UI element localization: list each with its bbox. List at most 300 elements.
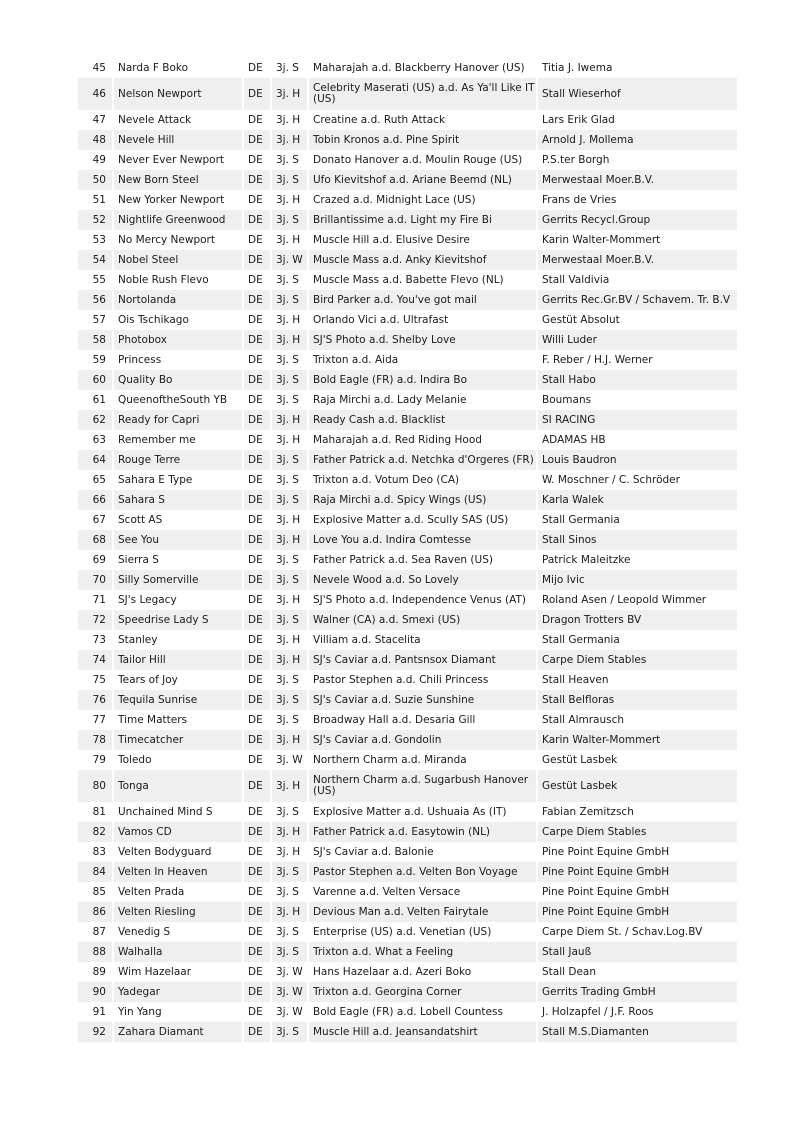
age-sex-cell: 3j. S (272, 550, 309, 570)
owner-cell: Stall Almrausch (538, 710, 737, 730)
age-sex-cell: 3j. H (272, 770, 309, 802)
horse-name-cell: Walhalla (114, 942, 244, 962)
country-cell: DE (244, 1022, 272, 1042)
pedigree-cell: Tobin Kronos a.d. Pine Spirit (309, 130, 538, 150)
entry-number-cell: 59 (78, 350, 114, 370)
age-sex-cell: 3j. H (272, 190, 309, 210)
pedigree-cell: Explosive Matter a.d. Scully SAS (US) (309, 510, 538, 530)
horse-name-cell: Ois Tschikago (114, 310, 244, 330)
owner-cell: Stall M.S.Diamanten (538, 1022, 737, 1042)
age-sex-cell: 3j. S (272, 942, 309, 962)
entry-number-cell: 50 (78, 170, 114, 190)
age-sex-cell: 3j. W (272, 962, 309, 982)
pedigree-cell: Villiam a.d. Stacelita (309, 630, 538, 650)
country-cell: DE (244, 770, 272, 802)
pedigree-cell: Nevele Wood a.d. So Lovely (309, 570, 538, 590)
pedigree-cell: Broadway Hall a.d. Desaria Gill (309, 710, 538, 730)
pedigree-cell: Hans Hazelaar a.d. Azeri Boko (309, 962, 538, 982)
age-sex-cell: 3j. S (272, 490, 309, 510)
country-cell: DE (244, 590, 272, 610)
entry-number-cell: 91 (78, 1002, 114, 1022)
owner-cell: Carpe Diem Stables (538, 822, 737, 842)
country-cell: DE (244, 170, 272, 190)
owner-cell: Mijo Ivic (538, 570, 737, 590)
table-row (78, 982, 737, 1002)
country-cell: DE (244, 982, 272, 1002)
entry-number-cell: 48 (78, 130, 114, 150)
age-sex-cell: 3j. H (272, 110, 309, 130)
pedigree-cell: Love You a.d. Indira Comtesse (309, 530, 538, 550)
owner-cell: W. Moschner / C. Schröder (538, 470, 737, 490)
horse-name-cell: Nortolanda (114, 290, 244, 310)
country-cell: DE (244, 802, 272, 822)
age-sex-cell: 3j. S (272, 270, 309, 290)
horse-name-cell: Nightlife Greenwood (114, 210, 244, 230)
entry-number-cell: 66 (78, 490, 114, 510)
entry-number-cell: 82 (78, 822, 114, 842)
age-sex-cell: 3j. H (272, 822, 309, 842)
owner-cell: Gestüt Lasbek (538, 770, 737, 802)
entry-number-cell: 71 (78, 590, 114, 610)
entry-number-cell: 90 (78, 982, 114, 1002)
table-row (78, 822, 737, 842)
table-row (78, 942, 737, 962)
table-row (78, 510, 737, 530)
entry-number-cell: 92 (78, 1022, 114, 1042)
age-sex-cell: 3j. W (272, 1002, 309, 1022)
age-sex-cell: 3j. H (272, 330, 309, 350)
pedigree-cell: Muscle Mass a.d. Babette Flevo (NL) (309, 270, 538, 290)
pedigree-cell: SJ's Caviar a.d. Suzie Sunshine (309, 690, 538, 710)
table-row (78, 530, 737, 550)
pedigree-cell: Orlando Vici a.d. Ultrafast (309, 310, 538, 330)
age-sex-cell: 3j. H (272, 510, 309, 530)
entry-number-cell: 58 (78, 330, 114, 350)
pedigree-cell: Trixton a.d. Votum Deo (CA) (309, 470, 538, 490)
entry-number-cell: 60 (78, 370, 114, 390)
owner-cell: Stall Valdivia (538, 270, 737, 290)
pedigree-cell: Father Patrick a.d. Sea Raven (US) (309, 550, 538, 570)
entry-number-cell: 57 (78, 310, 114, 330)
owner-cell: Stall Wieserhof (538, 78, 737, 110)
pedigree-cell: Raja Mirchi a.d. Lady Melanie (309, 390, 538, 410)
country-cell: DE (244, 450, 272, 470)
owner-cell: Karla Walek (538, 490, 737, 510)
age-sex-cell: 3j. H (272, 430, 309, 450)
pedigree-cell: Crazed a.d. Midnight Lace (US) (309, 190, 538, 210)
entry-number-cell: 88 (78, 942, 114, 962)
table-row (78, 670, 737, 690)
entry-number-cell: 80 (78, 770, 114, 802)
horse-name-cell: Ready for Capri (114, 410, 244, 430)
horse-name-cell: Sahara E Type (114, 470, 244, 490)
owner-cell: J. Holzapfel / J.F. Roos (538, 1002, 737, 1022)
owner-cell: Carpe Diem Stables (538, 650, 737, 670)
horse-name-cell: Velten In Heaven (114, 862, 244, 882)
table-row (78, 270, 737, 290)
horse-name-cell: Zahara Diamant (114, 1022, 244, 1042)
age-sex-cell: 3j. S (272, 290, 309, 310)
age-sex-cell: 3j. S (272, 210, 309, 230)
age-sex-cell: 3j. S (272, 350, 309, 370)
owner-cell: Willi Luder (538, 330, 737, 350)
pedigree-cell: Maharajah a.d. Red Riding Hood (309, 430, 538, 450)
entry-number-cell: 79 (78, 750, 114, 770)
horse-name-cell: Timecatcher (114, 730, 244, 750)
table-row (78, 650, 737, 670)
horse-name-cell: Yin Yang (114, 1002, 244, 1022)
horse-name-cell: SJ's Legacy (114, 590, 244, 610)
pedigree-cell: Enterprise (US) a.d. Venetian (US) (309, 922, 538, 942)
horse-name-cell: Speedrise Lady S (114, 610, 244, 630)
age-sex-cell: 3j. H (272, 78, 309, 110)
entry-number-cell: 45 (78, 58, 114, 78)
horse-name-cell: Venedig S (114, 922, 244, 942)
age-sex-cell: 3j. H (272, 590, 309, 610)
entry-number-cell: 53 (78, 230, 114, 250)
horse-name-cell: Tears of Joy (114, 670, 244, 690)
owner-cell: Pine Point Equine GmbH (538, 842, 737, 862)
entries-sheet (78, 58, 737, 1042)
horse-name-cell: Velten Prada (114, 882, 244, 902)
table-row (78, 470, 737, 490)
horse-name-cell: Princess (114, 350, 244, 370)
entry-number-cell: 87 (78, 922, 114, 942)
age-sex-cell: 3j. S (272, 1022, 309, 1042)
age-sex-cell: 3j. W (272, 982, 309, 1002)
pedigree-cell: Father Patrick a.d. Easytowin (NL) (309, 822, 538, 842)
country-cell: DE (244, 150, 272, 170)
pedigree-cell: Trixton a.d. What a Feeling (309, 942, 538, 962)
table-row (78, 862, 737, 882)
entry-number-cell: 74 (78, 650, 114, 670)
horse-name-cell: QueenoftheSouth YB (114, 390, 244, 410)
horse-name-cell: Remember me (114, 430, 244, 450)
pedigree-cell: Northern Charm a.d. Miranda (309, 750, 538, 770)
country-cell: DE (244, 110, 272, 130)
country-cell: DE (244, 370, 272, 390)
entry-number-cell: 52 (78, 210, 114, 230)
entry-number-cell: 62 (78, 410, 114, 430)
horse-name-cell: Vamos CD (114, 822, 244, 842)
owner-cell: Pine Point Equine GmbH (538, 862, 737, 882)
horse-name-cell: Stanley (114, 630, 244, 650)
pedigree-cell: Muscle Hill a.d. Elusive Desire (309, 230, 538, 250)
owner-cell: Arnold J. Mollema (538, 130, 737, 150)
table-row (78, 390, 737, 410)
country-cell: DE (244, 510, 272, 530)
age-sex-cell: 3j. H (272, 842, 309, 862)
table-row (78, 590, 737, 610)
entry-number-cell: 67 (78, 510, 114, 530)
table-row (78, 730, 737, 750)
pedigree-cell: Devious Man a.d. Velten Fairytale (309, 902, 538, 922)
country-cell: DE (244, 822, 272, 842)
country-cell: DE (244, 78, 272, 110)
entry-number-cell: 49 (78, 150, 114, 170)
table-row (78, 550, 737, 570)
table-row (78, 150, 737, 170)
horse-name-cell: New Yorker Newport (114, 190, 244, 210)
country-cell: DE (244, 690, 272, 710)
horse-name-cell: Wim Hazelaar (114, 962, 244, 982)
table-row (78, 570, 737, 590)
pedigree-cell: Raja Mirchi a.d. Spicy Wings (US) (309, 490, 538, 510)
owner-cell: F. Reber / H.J. Werner (538, 350, 737, 370)
age-sex-cell: 3j. H (272, 230, 309, 250)
age-sex-cell: 3j. S (272, 450, 309, 470)
table-row (78, 170, 737, 190)
table-row (78, 610, 737, 630)
table-row (78, 290, 737, 310)
entry-number-cell: 75 (78, 670, 114, 690)
pedigree-cell: Ready Cash a.d. Blacklist (309, 410, 538, 430)
entry-number-cell: 83 (78, 842, 114, 862)
table-row (78, 962, 737, 982)
country-cell: DE (244, 130, 272, 150)
age-sex-cell: 3j. S (272, 670, 309, 690)
owner-cell: Stall Germania (538, 510, 737, 530)
entries-table (78, 58, 737, 1042)
horse-name-cell: Nobel Steel (114, 250, 244, 270)
country-cell: DE (244, 530, 272, 550)
country-cell: DE (244, 490, 272, 510)
table-row (78, 78, 737, 110)
country-cell: DE (244, 550, 272, 570)
table-row (78, 130, 737, 150)
pedigree-cell: Muscle Mass a.d. Anky Kievitshof (309, 250, 538, 270)
horse-name-cell: Time Matters (114, 710, 244, 730)
table-row (78, 802, 737, 822)
pedigree-cell: Walner (CA) a.d. Smexi (US) (309, 610, 538, 630)
owner-cell: Titia J. Iwema (538, 58, 737, 78)
country-cell: DE (244, 470, 272, 490)
country-cell: DE (244, 670, 272, 690)
country-cell: DE (244, 842, 272, 862)
horse-name-cell: No Mercy Newport (114, 230, 244, 250)
owner-cell: Louis Baudron (538, 450, 737, 470)
table-row (78, 310, 737, 330)
owner-cell: Merwestaal Moer.B.V. (538, 250, 737, 270)
table-row (78, 350, 737, 370)
country-cell: DE (244, 710, 272, 730)
table-row (78, 1022, 737, 1042)
horse-name-cell: Rouge Terre (114, 450, 244, 470)
age-sex-cell: 3j. S (272, 610, 309, 630)
table-row (78, 490, 737, 510)
owner-cell: Merwestaal Moer.B.V. (538, 170, 737, 190)
entry-number-cell: 51 (78, 190, 114, 210)
table-row (78, 370, 737, 390)
owner-cell: Gestüt Absolut (538, 310, 737, 330)
country-cell: DE (244, 290, 272, 310)
country-cell: DE (244, 862, 272, 882)
age-sex-cell: 3j. H (272, 310, 309, 330)
country-cell: DE (244, 902, 272, 922)
horse-name-cell: Noble Rush Flevo (114, 270, 244, 290)
country-cell: DE (244, 230, 272, 250)
horse-name-cell: Tequila Sunrise (114, 690, 244, 710)
age-sex-cell: 3j. S (272, 370, 309, 390)
owner-cell: Pine Point Equine GmbH (538, 882, 737, 902)
entry-number-cell: 68 (78, 530, 114, 550)
age-sex-cell: 3j. H (272, 410, 309, 430)
table-row (78, 190, 737, 210)
horse-name-cell: Tonga (114, 770, 244, 802)
age-sex-cell: 3j. S (272, 710, 309, 730)
table-row (78, 58, 737, 78)
country-cell: DE (244, 942, 272, 962)
entry-number-cell: 76 (78, 690, 114, 710)
entry-number-cell: 56 (78, 290, 114, 310)
table-row (78, 770, 737, 802)
country-cell: DE (244, 350, 272, 370)
age-sex-cell: 3j. S (272, 58, 309, 78)
owner-cell: Karin Walter-Mommert (538, 230, 737, 250)
country-cell: DE (244, 250, 272, 270)
owner-cell: P.S.ter Borgh (538, 150, 737, 170)
country-cell: DE (244, 330, 272, 350)
owner-cell: Stall Dean (538, 962, 737, 982)
horse-name-cell: Narda F Boko (114, 58, 244, 78)
age-sex-cell: 3j. W (272, 250, 309, 270)
age-sex-cell: 3j. H (272, 130, 309, 150)
entry-number-cell: 54 (78, 250, 114, 270)
pedigree-cell: SJ'S Photo a.d. Shelby Love (309, 330, 538, 350)
horse-name-cell: See You (114, 530, 244, 550)
pedigree-cell: Creatine a.d. Ruth Attack (309, 110, 538, 130)
table-row (78, 1002, 737, 1022)
table-row (78, 882, 737, 902)
country-cell: DE (244, 570, 272, 590)
horse-name-cell: Velten Riesling (114, 902, 244, 922)
country-cell: DE (244, 922, 272, 942)
entry-number-cell: 81 (78, 802, 114, 822)
owner-cell: Roland Asen / Leopold Wimmer (538, 590, 737, 610)
entry-number-cell: 89 (78, 962, 114, 982)
entries-table-body (78, 58, 737, 1042)
owner-cell: Fabian Zemitzsch (538, 802, 737, 822)
table-row (78, 710, 737, 730)
entry-number-cell: 61 (78, 390, 114, 410)
entry-number-cell: 72 (78, 610, 114, 630)
owner-cell: Stall Heaven (538, 670, 737, 690)
table-row (78, 690, 737, 710)
table-row (78, 410, 737, 430)
pedigree-cell: Donato Hanover a.d. Moulin Rouge (US) (309, 150, 538, 170)
country-cell: DE (244, 310, 272, 330)
table-row (78, 450, 737, 470)
owner-cell: Stall Habo (538, 370, 737, 390)
table-row (78, 922, 737, 942)
age-sex-cell: 3j. S (272, 862, 309, 882)
entry-number-cell: 65 (78, 470, 114, 490)
age-sex-cell: 3j. S (272, 882, 309, 902)
country-cell: DE (244, 882, 272, 902)
pedigree-cell: Maharajah a.d. Blackberry Hanover (US) (309, 58, 538, 78)
pedigree-cell: Varenne a.d. Velten Versace (309, 882, 538, 902)
country-cell: DE (244, 650, 272, 670)
country-cell: DE (244, 58, 272, 78)
owner-cell: Gerrits Recycl.Group (538, 210, 737, 230)
pedigree-cell: SJ'S Photo a.d. Independence Venus (AT) (309, 590, 538, 610)
horse-name-cell: Quality Bo (114, 370, 244, 390)
country-cell: DE (244, 270, 272, 290)
age-sex-cell: 3j. S (272, 570, 309, 590)
age-sex-cell: 3j. H (272, 530, 309, 550)
country-cell: DE (244, 190, 272, 210)
horse-name-cell: Scott AS (114, 510, 244, 530)
table-row (78, 430, 737, 450)
pedigree-cell: Ufo Kievitshof a.d. Ariane Beemd (NL) (309, 170, 538, 190)
entry-number-cell: 46 (78, 78, 114, 110)
pedigree-cell: Brillantissime a.d. Light my Fire Bi (309, 210, 538, 230)
age-sex-cell: 3j. S (272, 470, 309, 490)
entry-number-cell: 55 (78, 270, 114, 290)
pedigree-cell: Trixton a.d. Georgina Corner (309, 982, 538, 1002)
entry-number-cell: 84 (78, 862, 114, 882)
horse-name-cell: Toledo (114, 750, 244, 770)
owner-cell: Carpe Diem St. / Schav.Log.BV (538, 922, 737, 942)
owner-cell: Karin Walter-Mommert (538, 730, 737, 750)
pedigree-cell: SJ's Caviar a.d. Balonie (309, 842, 538, 862)
table-row (78, 330, 737, 350)
age-sex-cell: 3j. H (272, 902, 309, 922)
owner-cell: ADAMAS HB (538, 430, 737, 450)
entry-number-cell: 77 (78, 710, 114, 730)
age-sex-cell: 3j. W (272, 750, 309, 770)
entry-number-cell: 70 (78, 570, 114, 590)
owner-cell: Stall Jauß (538, 942, 737, 962)
owner-cell: Stall Sinos (538, 530, 737, 550)
pedigree-cell: Pastor Stephen a.d. Velten Bon Voyage (309, 862, 538, 882)
pedigree-cell: Explosive Matter a.d. Ushuaia As (IT) (309, 802, 538, 822)
horse-name-cell: Silly Somerville (114, 570, 244, 590)
pedigree-cell: Bold Eagle (FR) a.d. Indira Bo (309, 370, 538, 390)
owner-cell: SI RACING (538, 410, 737, 430)
age-sex-cell: 3j. H (272, 730, 309, 750)
owner-cell: Gestüt Lasbek (538, 750, 737, 770)
entry-number-cell: 86 (78, 902, 114, 922)
owner-cell: Lars Erik Glad (538, 110, 737, 130)
country-cell: DE (244, 730, 272, 750)
horse-name-cell: Unchained Mind S (114, 802, 244, 822)
pedigree-cell: Pastor Stephen a.d. Chili Princess (309, 670, 538, 690)
pedigree-cell: Muscle Hill a.d. Jeansandatshirt (309, 1022, 538, 1042)
horse-name-cell: Sierra S (114, 550, 244, 570)
table-row (78, 210, 737, 230)
table-row (78, 230, 737, 250)
age-sex-cell: 3j. S (272, 802, 309, 822)
age-sex-cell: 3j. S (272, 390, 309, 410)
pedigree-cell: SJ's Caviar a.d. Pantsnsox Diamant (309, 650, 538, 670)
entry-number-cell: 73 (78, 630, 114, 650)
owner-cell: Pine Point Equine GmbH (538, 902, 737, 922)
pedigree-cell: Trixton a.d. Aida (309, 350, 538, 370)
horse-name-cell: Sahara S (114, 490, 244, 510)
horse-name-cell: New Born Steel (114, 170, 244, 190)
owner-cell: Gerrits Rec.Gr.BV / Schavem. Tr. B.V (538, 290, 737, 310)
age-sex-cell: 3j. S (272, 150, 309, 170)
owner-cell: Frans de Vries (538, 190, 737, 210)
country-cell: DE (244, 410, 272, 430)
table-row (78, 110, 737, 130)
pedigree-cell: Bird Parker a.d. You've got mail (309, 290, 538, 310)
age-sex-cell: 3j. S (272, 922, 309, 942)
country-cell: DE (244, 1002, 272, 1022)
table-row (78, 902, 737, 922)
entry-number-cell: 47 (78, 110, 114, 130)
